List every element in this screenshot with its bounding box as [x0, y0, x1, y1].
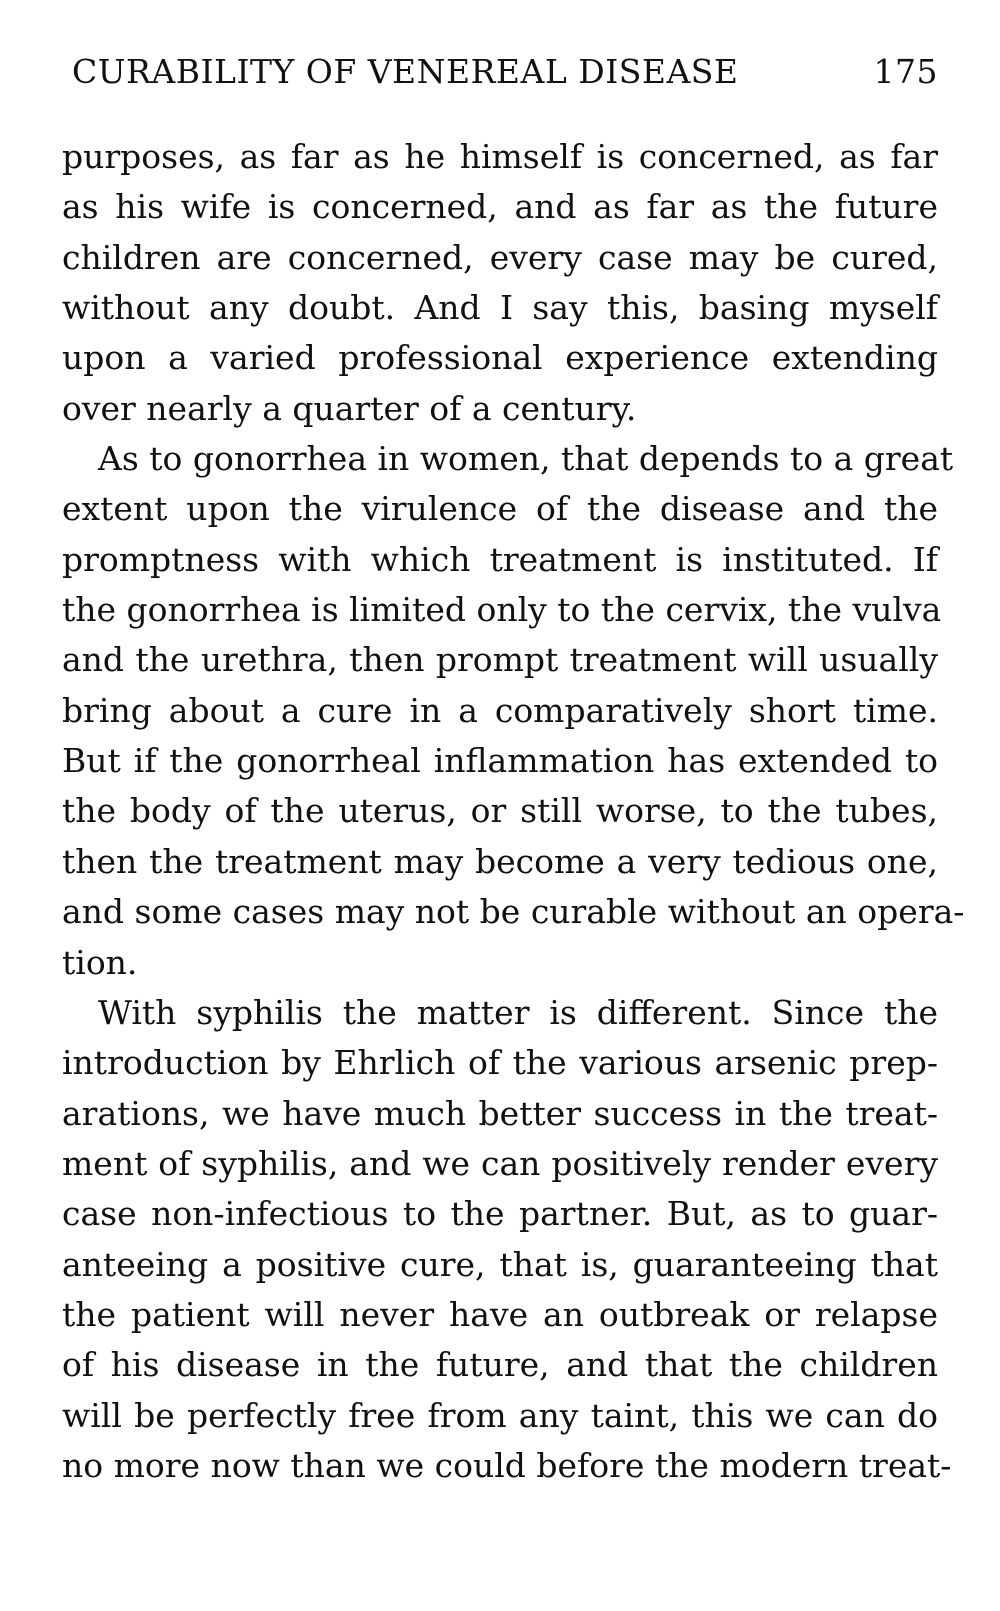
- text-line: and the urethra, then prompt treatment will usually: [62, 640, 938, 680]
- text-line: With syphilis the matter is different. Since the: [98, 992, 938, 1032]
- text-line: the body of the uterus, or still worse, to the tubes,: [62, 791, 938, 831]
- text-line: as his wife is concerned, and as far as the future: [62, 187, 938, 227]
- text-line: promptness with which treatment is instituted. If: [62, 539, 938, 579]
- text-line: of his disease in the future, and that the children: [62, 1345, 938, 1385]
- text-line: bring about a cure in a comparatively short time.: [62, 690, 938, 730]
- text-line: the gonorrhea is limited only to the cervix, the vulva: [62, 590, 942, 630]
- paragraph: [62, 132, 938, 434]
- paragraph: [62, 988, 952, 1491]
- text-line: tion.: [62, 942, 138, 982]
- text-line: without any doubt. And I say this, basing myself: [62, 288, 938, 328]
- text-line: upon a varied professional experience extending: [62, 338, 938, 378]
- text-line: ment of syphilis, and we can positively render every: [62, 1143, 938, 1183]
- running-header: [72, 52, 938, 102]
- page-number: 175: [873, 52, 938, 91]
- text-line: no more now than we could before the modern treat-: [62, 1445, 952, 1485]
- body-text: [62, 132, 965, 1491]
- text-line: purposes, as far as he himself is concerned, as far: [62, 137, 938, 176]
- text-line: But if the gonorrheal inflammation has extended to: [62, 741, 938, 781]
- text-line: anteeing a positive cure, that is, guaranteeing that: [62, 1244, 938, 1284]
- text-line: the patient will never have an outbreak or relapse: [62, 1294, 938, 1334]
- paragraph: [62, 434, 965, 988]
- text-line: extent upon the virulence of the disease and the: [62, 489, 938, 529]
- text-line: introduction by Ehrlich of the various arsenic prep-: [62, 1043, 938, 1083]
- text-line: children are concerned, every case may be cured,: [62, 237, 938, 277]
- text-line: case non-infectious to the partner. But, as to guar-: [62, 1194, 938, 1234]
- text-line: then the treatment may become a very tedious one,: [62, 841, 938, 881]
- text-line: will be perfectly free from any taint, this we can do: [62, 1395, 938, 1435]
- text-line: As to gonorrhea in women, that depends to a great: [98, 439, 954, 479]
- text-line: and some cases may not be curable without an opera-: [62, 892, 965, 932]
- running-title: CURABILITY OF VENEREAL DISEASE: [72, 52, 739, 91]
- text-line: over nearly a quarter of a century.: [62, 388, 637, 428]
- text-line: arations, we have much better success in the treat-: [62, 1093, 938, 1133]
